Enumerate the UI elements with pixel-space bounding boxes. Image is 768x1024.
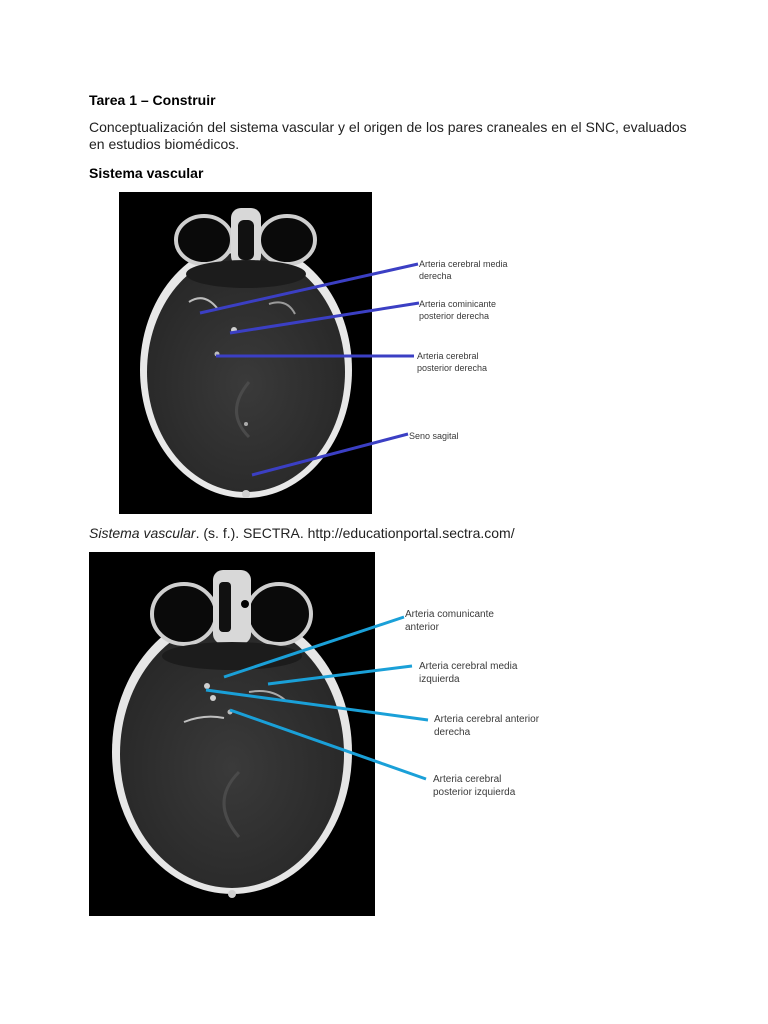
label-line2: posterior izquierda: [433, 787, 516, 798]
label-line1: Arteria cerebral: [417, 351, 479, 361]
label-arteria-comunicante-anterior: [405, 608, 494, 634]
pointer-line-arteria-cerebral-anterior-derecha: [206, 690, 428, 720]
pointer-line-arteria-cominicante-posterior: [230, 303, 419, 333]
label-line2: derecha: [419, 271, 452, 281]
label-line1: Arteria cerebral anterior: [434, 714, 540, 725]
label-line1: Arteria cominicante: [419, 299, 497, 309]
label-line2: derecha: [434, 727, 471, 738]
label-seno-sagital: [409, 430, 459, 442]
label-line2: posterior derecha: [417, 363, 488, 373]
label-arteria-cerebral-media-derecha: [419, 258, 508, 282]
task-title: Tarea 1 – Construir: [89, 92, 216, 108]
pointer-line-arteria-cerebral-media-izquierda: [268, 666, 412, 684]
pointer-line-arteria-comunicante-anterior: [224, 617, 404, 677]
label-arteria-cominicante-posterior-derecha: [419, 298, 496, 322]
pointer-line-arteria-cerebral-media-derecha: [200, 264, 418, 313]
intro-paragraph: Conceptualización del sistema vascular y el origen de los pares craneales en el SNC, evaluados en estudios biomédicos.: [89, 119, 687, 152]
label-arteria-cerebral-anterior-derecha: [434, 713, 539, 739]
caption-rest: . (s. f.). SECTRA. http://educationportal.sectra.com/: [195, 525, 515, 541]
label-line1: Arteria comunicante: [405, 609, 494, 620]
label-arteria-cerebral-posterior-derecha: [417, 350, 487, 374]
label-line1: Seno sagital: [409, 431, 459, 441]
caption-italic: Sistema vascular: [89, 525, 196, 541]
label-line1: Arteria cerebral media: [419, 259, 508, 269]
section-title: Sistema vascular: [89, 165, 204, 181]
pointer-line-seno-sagital: [252, 434, 408, 475]
label-line2: anterior: [405, 622, 439, 633]
figure1-pointer-lines: [200, 264, 419, 475]
label-arteria-cerebral-posterior-izquierda: [433, 773, 515, 799]
label-line1: Arteria cerebral media: [419, 661, 518, 672]
label-line2: izquierda: [419, 674, 460, 685]
pointer-line-arteria-cerebral-posterior-izquierda: [230, 710, 426, 779]
label-line1: Arteria cerebral: [433, 774, 502, 785]
label-line2: posterior derecha: [419, 311, 490, 321]
label-arteria-cerebral-media-izquierda: [419, 660, 517, 686]
figure-caption: [89, 525, 515, 541]
figure2-pointer-lines: [206, 617, 428, 779]
